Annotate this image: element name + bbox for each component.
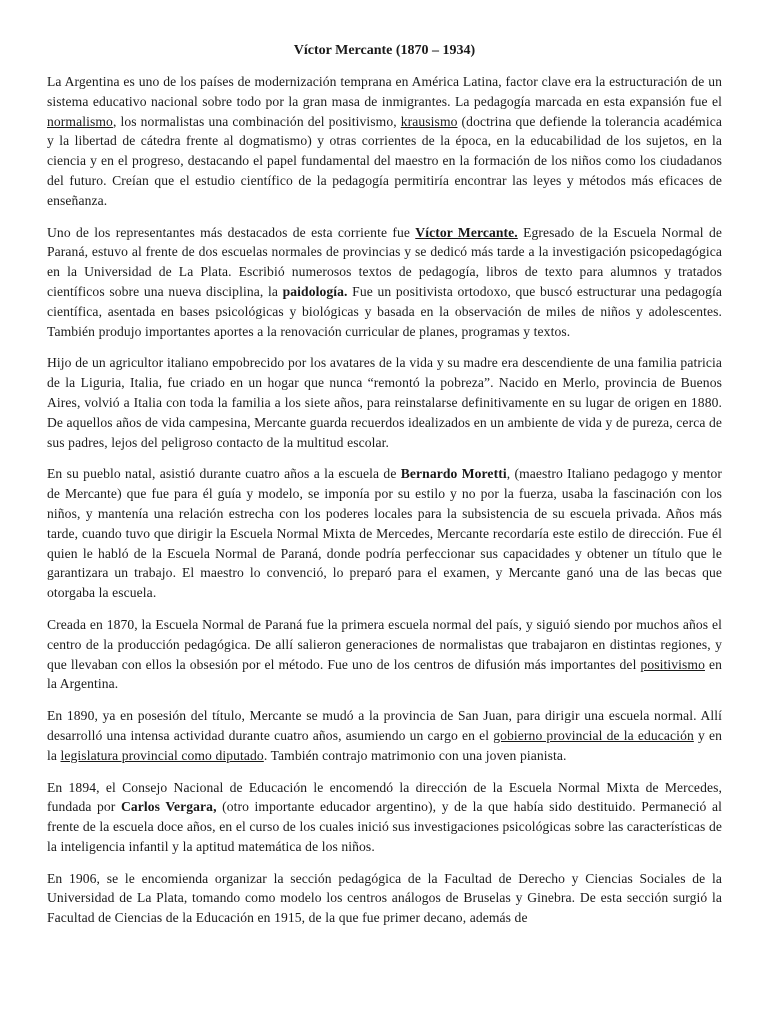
- paragraph-6: [47, 706, 722, 765]
- text-run: La Argentina es uno de los países de modernización temprana en América Latina, factor clave era la estructuración de un sistema educativo nacional sobre todo por la gran masa de inmigrantes. La pedagogía marcada en esta expansión fue el: [47, 74, 722, 109]
- link-legislatura-provincial[interactable]: legislatura provincial como diputado: [60, 747, 264, 763]
- text-run: En 1906, se le encomienda organizar la sección pedagógica de la Facultad de Derecho y Ciencias Sociales de la Universidad de La Plata, tomando como modelo los centros análogos de Bruselas y Ginebra. De esta sección surgió la Facultad de Ciencias de la Educación en 1915, de la que fue primer decano, además de: [47, 870, 722, 926]
- link-victor-mercante[interactable]: Víctor Mercante.: [415, 224, 518, 240]
- text-run: (otro importante educador argentino), y de la que había sido destituido. Permaneció al frente de la escuela doce años, en el curso de los cuales inició sus investigaciones psicológicas sobre las características de la inteligencia infantil y la aptitud matemática de los niños.: [47, 799, 722, 854]
- link-positivismo[interactable]: positivismo: [640, 656, 705, 672]
- paragraph-1: [47, 72, 722, 211]
- text-run: , (maestro Italiano pedagogo y mentor de Mercante) que fue para él guía y modelo, se imponía por su estilo y no por la fuerza, usaba la fascinación con los niños, y mantenía una relación estrecha con los poderes locales para la subsistencia de su escuela privada. Años más tarde, cuando tuvo que dirigir la Escuela Normal Mixta de Mercedes, Mercante recordaría este estilo de dirección. Fue él quien le habló de la Escuela Normal de Paraná, donde podría perfeccionar sus capacidades y obtener un título que le garantizara un trabajo. El maestro lo convenció, lo preparó para el examen, y Mercante ganó una de las becas que otorgaba la escuela.: [47, 466, 722, 601]
- text-run: Uno de los representantes más destacados de esta corriente fue: [47, 224, 416, 240]
- text-run: Creada en 1870, la Escuela Normal de Paraná fue la primera escuela normal del país, y siguió siendo por muchos años el centro de la producción pedagógica. De allí salieron generaciones de normalistas que trabajaron en distintas regiones, y que llevaban con ellos la obsesión por el método. Fue uno de los centros de difusión más importantes del: [47, 616, 722, 672]
- paragraph-3: [47, 353, 722, 452]
- emphasis-bernardo-moretti: Bernardo Moretti: [400, 466, 507, 482]
- text-run: En 1894, el Consejo Nacional de Educación le encomendó la dirección de la Escuela Normal Mixta de Mercedes, fundada por: [47, 779, 722, 815]
- text-run: en la Argentina.: [47, 656, 722, 692]
- paragraph-2: [47, 223, 722, 342]
- text-run: y en la: [47, 727, 722, 763]
- link-krausismo[interactable]: krausismo: [400, 113, 458, 129]
- paragraph-4: [47, 464, 722, 603]
- paragraph-7: [47, 778, 722, 857]
- page-title: Víctor Mercante (1870 – 1934): [293, 43, 476, 58]
- document-page: [47, 40, 722, 940]
- emphasis-paidologia: paidología.: [282, 283, 348, 299]
- link-gobierno-provincial[interactable]: gobierno provincial de la educación: [493, 727, 694, 743]
- text-run: Egresado de la Escuela Normal de Paraná, estuvo al frente de dos escuelas normales de provincias y se dedicó más tarde a la investigación psicopedagógica en la Universidad de La Plata. Escribió numerosos textos de pedagogía, libros de texto para alumnos y tratados científicos sobre una nueva disciplina, la: [47, 224, 722, 299]
- link-normalismo[interactable]: normalismo: [47, 113, 113, 129]
- text-run: Fue un positivista ortodoxo, que buscó estructurar una pedagogía científica, asentada en bases psicológicas y biológicas y basada en la observación de miles de niños y adolescentes. También produjo importantes aportes a la renovación curricular de planes, programas y textos.: [47, 283, 722, 339]
- text-run: (doctrina que defiende la tolerancia académica y la libertad de cátedra frente al dogmatismo) y otras corrientes de la época, en la educabilidad de los sujetos, en la ciencia y en el progreso, destacando el papel fundamental del maestro en la formación de los niños como los ciudadanos del futuro. Creían que el estudio científico de la pedagogía permitiría encontrar las leyes y métodos más eficaces de enseñanza.: [47, 113, 722, 208]
- paragraph-5: [47, 615, 722, 694]
- text-run: , los normalistas una combinación del positivismo,: [112, 113, 401, 129]
- emphasis-carlos-vergara: Carlos Vergara,: [120, 799, 217, 815]
- text-run: Hijo de un agricultor italiano empobrecido por los avatares de la vida y su madre era descendiente de una familia patricia de la Liguria, Italia, fue criado en un hogar que nunca “remontó la pobreza”. Nacido en Merlo, provincia de Buenos Aires, volvió a Italia con toda la familia a los siete años, para reinstalarse definitivamente en su lugar de origen en 1880. De aquellos años de vida campesina, Mercante guarda recuerdos idealizados en un ambiente de vida y de pureza, cerca de sus padres, lejos del peligroso contacto de la multitud escolar.: [47, 355, 722, 450]
- text-run: . También contrajo matrimonio con una joven pianista.: [263, 747, 567, 763]
- text-run: En su pueblo natal, asistió durante cuatro años a la escuela de: [47, 466, 401, 482]
- text-run: En 1890, ya en posesión del título, Mercante se mudó a la provincia de San Juan, para dirigir una escuela normal. Allí desarrolló una intensa actividad durante cuatro años, asumiendo un cargo en el: [47, 708, 722, 743]
- paragraph-8: [47, 869, 722, 928]
